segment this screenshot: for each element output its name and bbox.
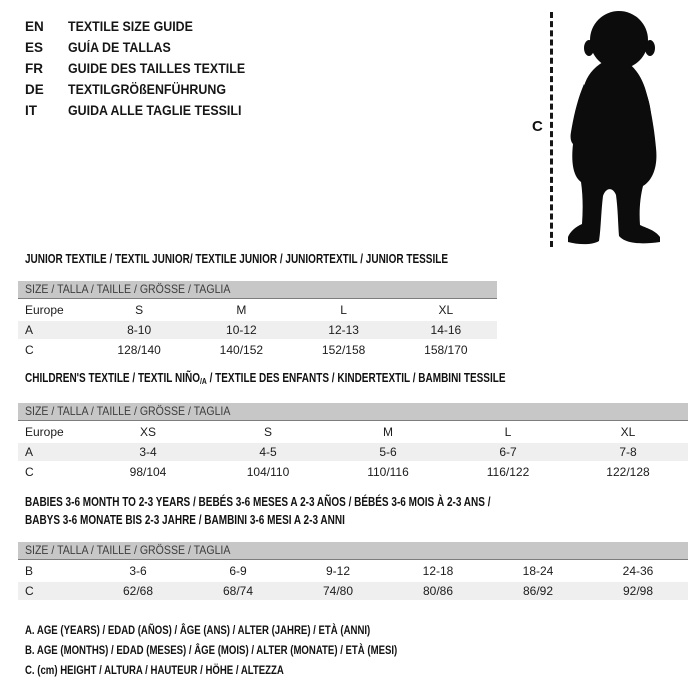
table-row [18, 461, 688, 482]
height-cell: 86/92 [522, 584, 554, 598]
table-row [18, 443, 688, 461]
guide-title-it: GUIDA ALLE TAGLIE TESSILI [68, 103, 242, 118]
age-cell: 3-4 [139, 445, 157, 459]
language-row-it [25, 100, 261, 121]
language-row-es [25, 37, 261, 58]
children-section-heading [25, 371, 626, 386]
size-cell: XS [139, 425, 156, 439]
size-cell: L [340, 303, 347, 317]
footnote-c [25, 660, 490, 680]
children-heading-prefix: CHILDREN'S TEXTILE / TEXTIL NIÑO [25, 371, 200, 385]
row-label: A [25, 445, 34, 459]
babies-heading-line2: BABYS 3-6 MONATE BIS 2-3 JAHRE / BAMBINI 3-6 MESI A 2-3 ANNI [25, 512, 345, 527]
children-heading-sub: /A [199, 376, 207, 386]
junior-heading-text: JUNIOR TEXTILE / TEXTIL JUNIOR/ TEXTILE JUNIOR / JUNIORTEXTIL / JUNIOR TESSILE [25, 252, 449, 266]
height-cell: 98/104 [129, 464, 167, 479]
height-cell: 80/86 [422, 584, 454, 598]
size-cell: XL [620, 425, 636, 439]
age-cell: 7-8 [619, 445, 637, 459]
height-dashed-line [550, 12, 553, 247]
row-label: C [25, 584, 34, 598]
footnote-b [25, 640, 490, 660]
language-row-de [25, 79, 261, 100]
language-code: IT [25, 103, 37, 118]
table-row [18, 582, 688, 600]
row-label: C [25, 342, 34, 357]
age-cell: 14-16 [430, 323, 462, 337]
footnote-b-text: B. AGE (MONTHS) / EDAD (MESES) / ÂGE (MOIS) / ALTER (MONATE) / ETÀ (MESI) [25, 643, 398, 657]
row-label: Europe [25, 425, 64, 439]
age-cell: 24-36 [622, 564, 654, 578]
age-cell: 10-12 [226, 323, 257, 337]
children-heading-text [25, 371, 506, 386]
size-cell: M [236, 303, 247, 317]
height-cell: 110/116 [367, 464, 409, 479]
legend-footnotes [25, 620, 490, 680]
babies-heading-line1: BABIES 3-6 MONTH TO 2-3 YEARS / BEBÉS 3-6 MESES A 2-3 AÑOS / BÉBÉS 3-6 MOIS À 2-3 ANS / [25, 495, 491, 509]
babies-size-table [18, 542, 688, 600]
size-cell: S [135, 303, 144, 317]
height-cell: 74/80 [322, 584, 354, 598]
age-cell: 12-13 [328, 323, 359, 337]
size-cell: XL [438, 303, 454, 317]
language-code: DE [25, 82, 44, 97]
height-cell: 158/170 [424, 342, 468, 357]
age-cell: 6-7 [499, 445, 517, 459]
children-heading-suffix: / TEXTILE DES ENFANTS / KINDERTEXTIL / BAMBINI TESSILE [206, 371, 506, 385]
babies-section-heading [25, 494, 607, 529]
size-header-bar [18, 403, 688, 421]
height-cell: 104/110 [246, 464, 290, 479]
size-cell: L [504, 425, 512, 439]
size-cell: S [263, 425, 272, 439]
height-measure-label: C [532, 118, 543, 135]
age-cell: 6-9 [229, 564, 247, 578]
height-cell: 68/74 [222, 584, 254, 598]
table-row [18, 560, 688, 582]
height-cell: 116/122 [486, 464, 530, 479]
footnote-a [25, 620, 490, 640]
guide-title-fr: GUIDE DES TAILLES TEXTILE [68, 61, 246, 76]
age-cell: 9-12 [325, 564, 351, 578]
footnote-a-text: A. AGE (YEARS) / EDAD (AÑOS) / ÂGE (ANS) / ALTER (JAHRE) / ETÀ (ANNI) [25, 623, 371, 637]
children-size-table [18, 403, 688, 482]
height-cell: 140/152 [219, 342, 264, 357]
row-label: B [25, 564, 34, 578]
size-header-text: SIZE / TALLA / TAILLE / GRÖSSE / TAGLIA [25, 404, 231, 418]
age-cell: 18-24 [522, 564, 554, 578]
size-cell: M [383, 425, 393, 439]
age-cell: 8-10 [127, 323, 152, 337]
language-title-list [25, 16, 261, 121]
toddler-silhouette-icon [563, 6, 667, 246]
table-row [18, 321, 497, 339]
language-row-en [25, 16, 261, 37]
measurement-diagram [520, 4, 690, 252]
junior-section-heading [25, 252, 554, 266]
size-header-bar [18, 281, 497, 299]
table-row [18, 421, 688, 443]
row-label: A [25, 323, 34, 337]
row-label: Europe [25, 303, 64, 317]
age-cell: 3-6 [129, 564, 147, 578]
language-code: ES [25, 40, 44, 55]
row-label: C [25, 464, 34, 479]
height-cell: 62/68 [122, 584, 154, 598]
guide-title-en: TEXTILE SIZE GUIDE [68, 19, 193, 34]
guide-title-es: GUÍA DE TALLAS [68, 40, 171, 55]
table-row [18, 339, 497, 360]
height-cell: 122/128 [606, 464, 650, 479]
height-cell: 152/158 [321, 342, 366, 357]
language-row-fr [25, 58, 261, 79]
junior-size-table [18, 281, 497, 360]
size-header-bar [18, 542, 688, 560]
height-cell: 92/98 [622, 584, 654, 598]
height-cell: 128/140 [117, 342, 161, 357]
age-cell: 12-18 [422, 564, 454, 578]
language-code: EN [25, 19, 44, 34]
guide-title-de: TEXTILGRÖßENFÜHRUNG [68, 82, 227, 97]
language-code: FR [25, 61, 43, 76]
footnote-c-text: C. (cm) HEIGHT / ALTURA / HAUTEUR / HÖHE / ALTEZZA [25, 663, 284, 677]
age-cell: 4-5 [259, 445, 277, 459]
size-header-text: SIZE / TALLA / TAILLE / GRÖSSE / TAGLIA [25, 543, 231, 557]
table-row [18, 299, 497, 321]
age-cell: 5-6 [379, 445, 397, 459]
size-header-text: SIZE / TALLA / TAILLE / GRÖSSE / TAGLIA [25, 282, 231, 296]
